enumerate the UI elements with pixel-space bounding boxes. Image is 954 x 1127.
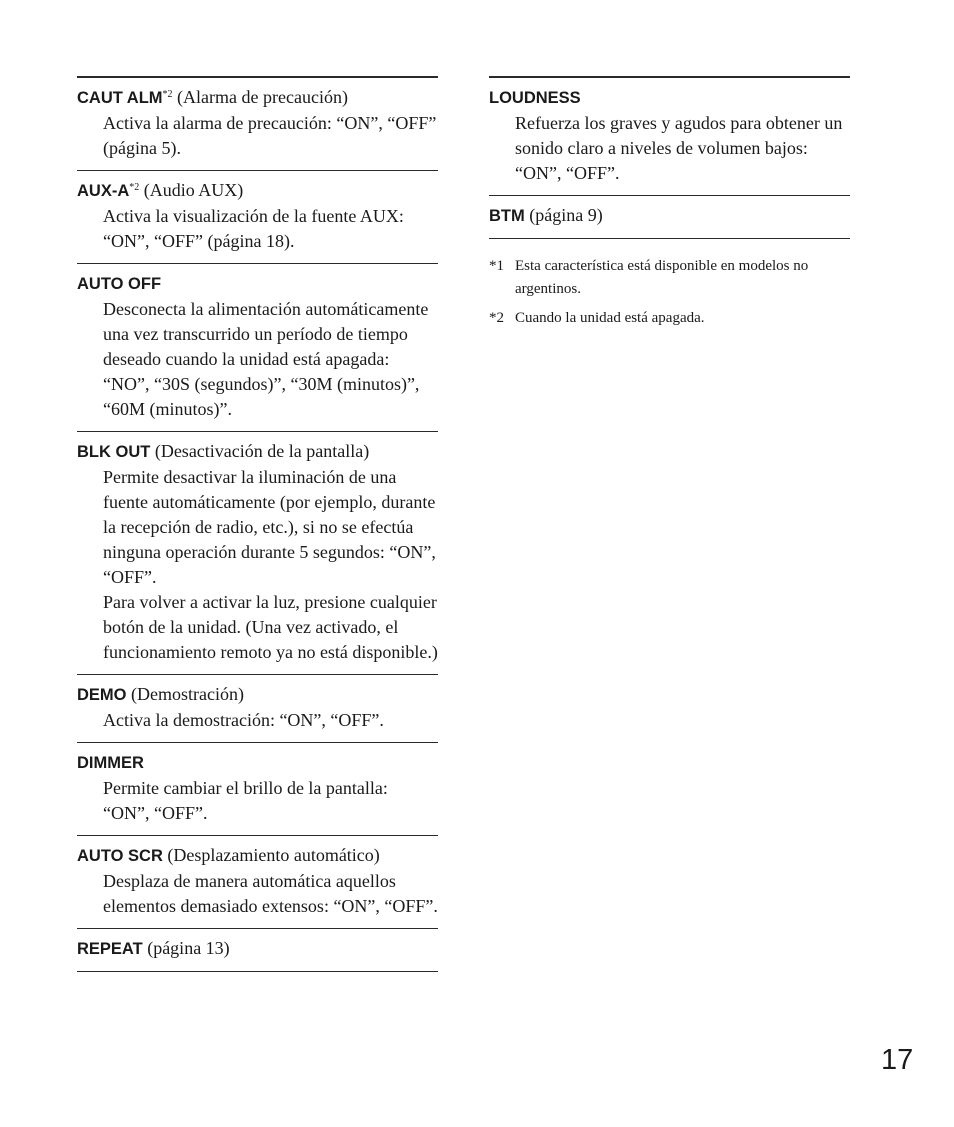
body-text: Desconecta la alimentación automáticamente una vez transcurrido un período de tiempo deseado cuando la unidad está apagada: “NO”, “30S (segundos)”, “30M (minutos)”, “60M (minutos)”. (103, 299, 429, 419)
entry-heading (77, 750, 438, 776)
menu-term: AUTO SCR (77, 847, 163, 865)
term-description: (página 9) (524, 205, 603, 225)
left-column (77, 76, 438, 972)
menu-term: BLK OUT (77, 443, 151, 461)
footnote-mark: *1 (489, 258, 504, 274)
footnote-text: Esta característica está disponible en modelos no argentinos. (515, 258, 809, 297)
entry-heading (77, 936, 438, 962)
entry-body (103, 111, 438, 161)
entry-auto-scr (77, 836, 438, 929)
menu-term: LOUDNESS (489, 89, 581, 107)
entry-blk-out (77, 432, 438, 675)
entry-heading (77, 682, 438, 708)
body-text: Activa la alarma de precaución: “ON”, “OFF” (página 5). (103, 113, 437, 158)
entry-btm (489, 196, 850, 239)
menu-term: DIMMER (77, 754, 144, 772)
footnote (489, 307, 850, 330)
entry-body (103, 708, 438, 733)
menu-term: DEMO (77, 686, 127, 704)
entry-body (103, 204, 438, 254)
menu-term: CAUT ALM (77, 89, 163, 107)
body-text: Refuerza los graves y agudos para obtener un sonido claro a niveles de volumen bajos: “ON”, “OFF”. (515, 113, 843, 183)
term-description: (Desplazamiento automático) (162, 845, 380, 865)
entry-body (103, 465, 438, 665)
entry-heading (77, 85, 438, 111)
term-description: (Audio AUX) (139, 180, 244, 200)
term-description: (Desactivación de la pantalla) (150, 441, 370, 461)
body-text: Para volver a activar la luz, presione cualquier botón de la unidad. (Una vez activado, el funcionamiento remoto ya no está disponible.) (103, 592, 438, 662)
body-text: Activa la demostración: “ON”, “OFF”. (103, 710, 384, 730)
entry-aux-a (77, 171, 438, 264)
term-description: (Alarma de precaución) (172, 87, 348, 107)
entry-loudness (489, 76, 850, 196)
body-text: Permite desactivar la iluminación de una fuente automáticamente (por ejemplo, durante la recepción de radio, etc.), si no se efectúa ninguna operación durante 5 segundos: “ON”, “OFF”. (103, 467, 436, 587)
entry-heading (489, 85, 850, 111)
entry-body (103, 776, 438, 826)
footnote (489, 255, 850, 301)
footnote-ref: *2 (129, 182, 140, 193)
entry-auto-off (77, 264, 438, 432)
entry-heading (489, 203, 850, 229)
entry-demo (77, 675, 438, 743)
menu-term: AUTO OFF (77, 275, 162, 293)
entry-heading (77, 843, 438, 869)
entry-heading (77, 271, 438, 297)
entry-heading (77, 178, 438, 204)
menu-term: BTM (489, 207, 525, 225)
body-text: Activa la visualización de la fuente AUX: “ON”, “OFF” (página 18). (103, 206, 404, 251)
right-column (489, 76, 850, 336)
body-text: Desplaza de manera automática aquellos elementos demasiado extensos: “ON”, “OFF”. (103, 871, 438, 916)
term-description: (Demostración) (126, 684, 244, 704)
entry-caut-alm (77, 76, 438, 171)
body-text: Permite cambiar el brillo de la pantalla: “ON”, “OFF”. (103, 778, 388, 823)
entry-body (103, 869, 438, 919)
footnote-text: Cuando la unidad está apagada. (515, 310, 705, 326)
entry-dimmer (77, 743, 438, 836)
menu-term: REPEAT (77, 940, 143, 958)
term-description: (página 13) (142, 938, 230, 958)
page-number: 17 (881, 1044, 914, 1076)
entry-repeat (77, 929, 438, 972)
menu-term: AUX-A (77, 182, 130, 200)
footnotes (489, 255, 850, 330)
footnote-ref: *2 (162, 89, 173, 100)
entry-body (103, 297, 438, 422)
footnote-mark: *2 (489, 310, 504, 326)
entry-heading (77, 439, 438, 465)
entry-body (515, 111, 850, 186)
